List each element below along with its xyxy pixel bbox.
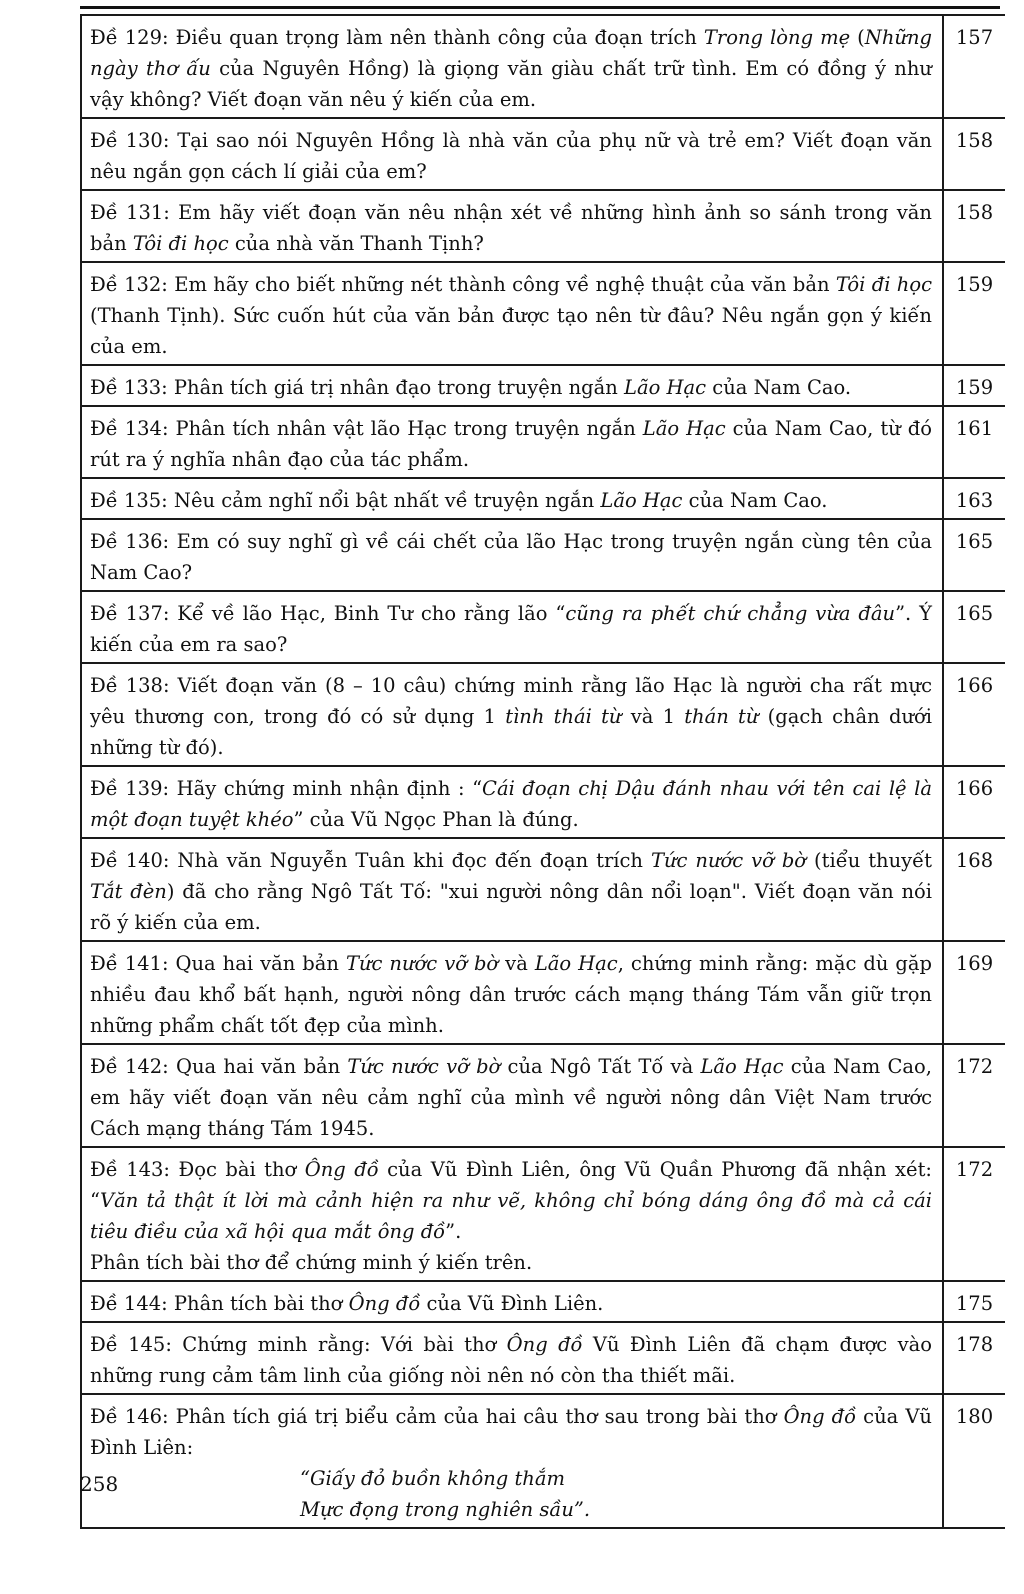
text-segment: Đề 138: Viết đoạn văn (8 – 10 câu) chứng minh rằng lão Hạc là người cha rất mực yêu thương con, trong đó có sử dụng 1 xyxy=(90,674,932,728)
italic-segment: Lão Hạc xyxy=(642,417,726,440)
table-row xyxy=(81,190,1005,262)
text-segment: của Nam Cao. xyxy=(682,489,828,512)
italic-segment: Trong lòng mẹ xyxy=(703,26,851,49)
table-of-contents xyxy=(80,14,1005,1529)
entry-title xyxy=(81,591,943,663)
text-segment: ) đã cho rằng Ngô Tất Tố: "xui người nông dân nổi loạn". Viết đoạn văn nói rõ ý kiến của em. xyxy=(90,880,932,934)
text-segment: của Nguyên Hồng) là giọng văn giàu chất trữ tình. Em có đồng ý như vậy không? Viết đoạn văn nêu ý kiến của em. xyxy=(90,57,932,111)
text-segment: của Vũ Đình Liên: xyxy=(90,1405,932,1459)
italic-segment: Lão Hạc xyxy=(624,376,707,399)
text-segment: Đề 137: Kể về lão Hạc, Binh Tư cho rằng lão “ xyxy=(90,602,566,625)
table-row xyxy=(81,766,1005,838)
text-segment: Đề 130: Tại sao nói Nguyên Hồng là nhà văn của phụ nữ và trẻ em? Viết đoạn văn nêu ngắn gọn cách lí giải của em? xyxy=(90,129,932,183)
text-segment: ( xyxy=(850,26,865,49)
text-segment: (tiểu thuyết xyxy=(806,849,933,872)
entry-title xyxy=(81,1281,943,1322)
table-row xyxy=(81,262,1005,365)
entry-page-number: 178 xyxy=(943,1322,1005,1394)
text-segment: (gạch chân dưới những từ đó). xyxy=(90,705,932,759)
text-segment: của Vũ Đình Liên, ông Vũ Quần Phương đã nhận xét: “ xyxy=(90,1158,933,1212)
table-row xyxy=(81,1147,1005,1281)
entry-page-number: 180 xyxy=(943,1394,1005,1528)
entry-text xyxy=(90,485,932,516)
text-segment: , chứng minh rằng: mặc dù gặp nhiều đau khổ bất hạnh, người nông dân trước cách mạng tháng Tám vẫn giữ trọn những phẩm chất tốt đẹp của mình. xyxy=(90,952,933,1037)
text-segment: Đề 134: Phân tích nhân vật lão Hạc trong truyện ngắn xyxy=(90,417,643,440)
text-segment: Đề 146: Phân tích giá trị biểu cảm của hai câu thơ sau trong bài thơ xyxy=(90,1405,784,1428)
entry-title xyxy=(81,118,943,190)
entry-title xyxy=(81,1147,943,1281)
italic-segment: Văn tả thật ít lời mà cảnh hiện ra như vẽ, không chỉ bóng dáng ông đồ mà cả cái tiêu điều của xã hội qua mắt ông đồ xyxy=(90,1189,932,1243)
text-segment: Đề 141: Qua hai văn bản xyxy=(90,952,346,975)
italic-segment: Tức nước vỡ bờ xyxy=(650,849,807,872)
text-segment: của nhà văn Thanh Tịnh? xyxy=(228,232,484,255)
poem-line: Mực đọng trong nghiên sầu”. xyxy=(300,1498,591,1521)
italic-segment: thán từ xyxy=(684,705,759,728)
entry-text xyxy=(90,22,932,115)
entry-text xyxy=(90,845,932,938)
italic-segment: Ông đồ xyxy=(304,1158,379,1181)
table-row xyxy=(81,838,1005,941)
table-row xyxy=(81,406,1005,478)
entry-text xyxy=(90,773,932,835)
entry-text xyxy=(90,948,932,1041)
text-segment: Đề 145: Chứng minh rằng: Với bài thơ xyxy=(90,1333,507,1356)
text-segment: Đề 144: Phân tích bài thơ xyxy=(90,1292,349,1315)
entry-page-number: 166 xyxy=(943,766,1005,838)
table-row xyxy=(81,365,1005,406)
table-row xyxy=(81,1044,1005,1147)
text-segment: ”. Ý kiến của em ra sao? xyxy=(90,602,933,656)
text-segment: ”. xyxy=(445,1220,462,1243)
entry-page-number: 165 xyxy=(943,591,1005,663)
entry-page-number: 165 xyxy=(943,519,1005,591)
italic-segment: Tôi đi học xyxy=(835,273,933,296)
table-row xyxy=(81,1281,1005,1322)
entry-title xyxy=(81,262,943,365)
entry-text xyxy=(90,125,932,187)
entry-page-number: 161 xyxy=(943,406,1005,478)
text-segment: Đề 129: Điều quan trọng làm nên thành công của đoạn trích xyxy=(90,26,704,49)
entry-text xyxy=(90,413,932,475)
table-row xyxy=(81,519,1005,591)
entry-page-number: 172 xyxy=(943,1147,1005,1281)
italic-segment: Lão Hạc xyxy=(534,952,618,975)
entry-text xyxy=(90,197,932,259)
text-segment: của Vũ Đình Liên. xyxy=(420,1292,604,1315)
text-segment: Đề 140: Nhà văn Nguyễn Tuân khi đọc đến đoạn trích xyxy=(90,849,651,872)
table-row xyxy=(81,941,1005,1044)
entry-text xyxy=(90,1288,932,1319)
italic-segment: Tức nước vỡ bờ xyxy=(347,1055,501,1078)
entry-page-number: 175 xyxy=(943,1281,1005,1322)
entry-text xyxy=(90,1401,932,1463)
text-segment: của Nam Cao, từ đó rút ra ý nghĩa nhân đạo của tác phẩm. xyxy=(90,417,932,471)
text-segment: Đề 131: Em hãy viết đoạn văn nêu nhận xét về những hình ảnh so sánh trong văn bản xyxy=(90,201,932,255)
entry-page-number: 158 xyxy=(943,118,1005,190)
entry-page-number: 163 xyxy=(943,478,1005,519)
italic-segment: Ông đồ xyxy=(348,1292,421,1315)
text-segment: Đề 132: Em hãy cho biết những nét thành công về nghệ thuật của văn bản xyxy=(90,273,836,296)
italic-segment: Tức nước vỡ bờ xyxy=(345,952,499,975)
italic-segment: Những ngày thơ ấu xyxy=(90,26,933,80)
entry-title xyxy=(81,838,943,941)
toc-body xyxy=(81,15,1005,1528)
entry-page-number: 159 xyxy=(943,365,1005,406)
entry-title xyxy=(81,478,943,519)
table-row xyxy=(81,478,1005,519)
entry-page-number: 168 xyxy=(943,838,1005,941)
page-number: 258 xyxy=(80,1472,119,1496)
entry-page-number: 166 xyxy=(943,663,1005,766)
italic-segment: Lão Hạc xyxy=(700,1055,784,1078)
poem-line: “Giấy đỏ buồn không thắm xyxy=(300,1467,565,1490)
italic-segment: Ông đồ xyxy=(506,1333,583,1356)
italic-segment: Tôi đi học xyxy=(132,232,229,255)
entry-title xyxy=(81,1044,943,1147)
italic-segment: Cái đoạn chị Dậu đánh nhau với tên cai lệ là một đoạn tuyệt khéo xyxy=(90,777,932,831)
text-segment: và 1 xyxy=(621,705,685,728)
italic-segment: Ông đồ xyxy=(783,1405,857,1428)
text-segment: của Ngô Tất Tố và xyxy=(500,1055,701,1078)
entry-page-number: 159 xyxy=(943,262,1005,365)
top-rule xyxy=(80,6,1000,9)
entry-title xyxy=(81,1322,943,1394)
entry-title xyxy=(81,663,943,766)
text-segment: Vũ Đình Liên đã chạm được vào những rung cảm tâm linh của giống nòi nên nó còn tha thiết mãi. xyxy=(90,1333,933,1387)
table-row xyxy=(81,118,1005,190)
table-row xyxy=(81,591,1005,663)
text-segment: (Thanh Tịnh). Sức cuốn hút của văn bản được tạo nên từ đâu? Nêu ngắn gọn ý kiến của em. xyxy=(90,304,932,358)
entry-title xyxy=(81,941,943,1044)
italic-segment: Lão Hạc xyxy=(600,489,683,512)
entry-title xyxy=(81,190,943,262)
text-segment: Đề 139: Hãy chứng minh nhận định : “ xyxy=(90,777,483,800)
entry-title xyxy=(81,1394,943,1528)
entry-text xyxy=(90,526,932,588)
entry-title xyxy=(81,406,943,478)
entry-title xyxy=(81,766,943,838)
text-segment: Đề 133: Phân tích giá trị nhân đạo trong truyện ngắn xyxy=(90,376,625,399)
entry-page-number: 172 xyxy=(943,1044,1005,1147)
table-row xyxy=(81,1322,1005,1394)
text-segment: Đề 135: Nêu cảm nghĩ nổi bật nhất về truyện ngắn xyxy=(90,489,601,512)
table-row xyxy=(81,15,1005,118)
italic-segment: cũng ra phết chứ chẳng vừa đâu xyxy=(565,602,896,625)
entry-text xyxy=(90,1154,932,1247)
entry-page-number: 157 xyxy=(943,15,1005,118)
entry-page-number: 158 xyxy=(943,190,1005,262)
italic-segment: tình thái từ xyxy=(505,705,622,728)
entry-text xyxy=(90,670,932,763)
entry-title xyxy=(81,15,943,118)
text-segment: ” của Vũ Ngọc Phan là đúng. xyxy=(293,808,579,831)
text-segment: Đề 136: Em có suy nghĩ gì về cái chết của lão Hạc trong truyện ngắn cùng tên của Nam Cao? xyxy=(90,530,932,584)
table-row xyxy=(81,1394,1005,1528)
entry-text xyxy=(90,598,932,660)
text-segment: của Nam Cao, em hãy viết đoạn văn nêu cảm nghĩ của mình về người nông dân Việt Nam trước Cách mạng tháng Tám 1945. xyxy=(90,1055,933,1140)
entry-text xyxy=(90,269,932,362)
italic-segment: Tắt đèn xyxy=(90,880,167,903)
table-row xyxy=(81,663,1005,766)
entry-note: Phân tích bài thơ để chứng minh ý kiến trên. xyxy=(90,1251,533,1274)
text-segment: và xyxy=(498,952,535,975)
entry-text xyxy=(90,1329,932,1391)
entry-page-number: 169 xyxy=(943,941,1005,1044)
text-segment: Đề 143: Đọc bài thơ xyxy=(90,1158,305,1181)
text-segment: Đề 142: Qua hai văn bản xyxy=(90,1055,348,1078)
entry-title xyxy=(81,519,943,591)
entry-text xyxy=(90,1051,932,1144)
text-segment: của Nam Cao. xyxy=(706,376,852,399)
entry-text xyxy=(90,372,932,403)
entry-title xyxy=(81,365,943,406)
